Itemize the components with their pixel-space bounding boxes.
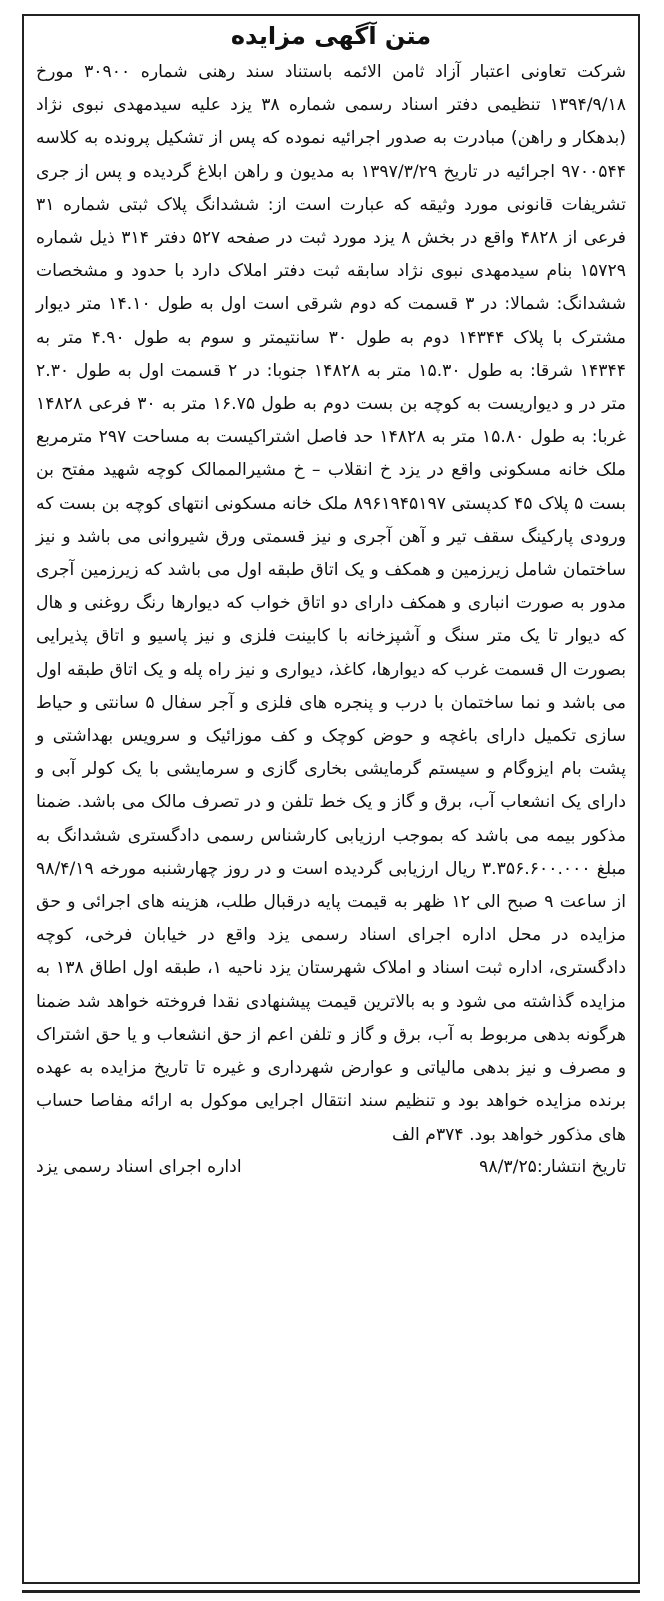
stamp-number: ۳۷۴م الف <box>392 1124 464 1145</box>
notice-footer <box>36 1152 626 1182</box>
notice-body-text: شرکت تعاونی اعتبار آزاد ثامن الائمه باستناد سند رهنی شماره ۳۰۹۰۰ مورخ ۱۳۹۴/۹/۱۸ تنظیمی دفتر اسناد رسمی شماره ۳۸ یزد علیه سیدمهدی نبوی نژاد (بدهکار و راهن) مبادرت به صدور اجرائیه نموده که پس از تشکیل پرونده به کلاسه ۹۷۰۰۵۴۴ اجرائیه در تاریخ ۱۳۹۷/۳/۲۹ به مدیون و راهن ابلاغ گردیده و پس از جری تشریفات قانونی مورد وثیقه که عبارت است از: ششدانگ پلاک ثبتی شماره ۳۱ فرعی از ۴۸۲۸ واقع در بخش ۸ یزد مورد ثبت در صفحه ۵۲۷ دفتر ۳۱۴ ذیل شماره ۱۵۷۲۹ بنام سیدمهدی نبوی نژاد سابقه ثبت دفتر املاک دارد با حدود و مشخصات ششدانگ: شمالا: در ۳ قسمت که دوم شرقی است اول به طول ۱۴.۱۰ متر دیوار مشترک با پلاک ۱۴۳۴۴ دوم به طول ۳۰ سانتیمتر و سوم به طول ۴.۹۰ متر به ۱۴۳۴۴ شرقا: به طول ۱۵.۳۰ متر به ۱۴۸۲۸ جنوبا: در ۲ قسمت اول به طول ۲.۳۰ متر در و دیواریست به کوچه بن بست دوم به طول ۱۶.۷۵ متر به ۳۰ فرعی ۱۴۸۲۸ غربا: به طول ۱۵.۸۰ متر به ۱۴۸۲۸ حد فاصل اشتراکیست به مساحت ۲۹۷ مترمربع ملک خانه مسکونی واقع در یزد خ انقلاب – خ مشیرالممالک کوچه شهید مفتح بن بست ۵ پلاک ۴۵ کدپستی ۸۹۶۱۹۴۵۱۹۷ ملک خانه مسکونی انتهای کوچه بن بست که ورودی پارکینگ سقف تیر و آهن آجری و نیز قسمتی ورق شیروانی می باشد و نیز ساختمان شامل زیرزمین و همکف و یک اتاق طبقه اول می باشد که زیرزمین آجری مدور به صورت انباری و همکف دارای دو اتاق خواب که دیوارها رنگ روغنی و هال که دیوار تا یک متر سنگ و آشپزخانه با کابینت فلزی و نیز پاسیو و اتاق پذیرایی بصورت ال قسمت غرب که دیوارها، کاغذ، دیواری و نیز راه پله و یک اتاق طبقه اول می باشد و نما ساختمان با درب و پنجره های فلزی و آجر سفال ۵ سانتی و حیاط سازی تکمیل دارای باغچه و حوض کوچک و کف موزائیک و سرویس بهداشتی و پشت بام ایزوگام و سیستم گرمایشی بخاری گازی و سرمایشی با یک کولر آبی و دارای یک انشعاب آب، برق و گاز و یک خط تلفن و در تصرف مالک می باشد. ضمنا مذکور بیمه می باشد که بموجب ارزیابی کارشناس رسمی دادگستری ششدانگ به مبلغ ۳.۳۵۶.۶۰۰.۰۰۰ ریال ارزیابی گردیده است و در روز چهارشنبه مورخه ۹۸/۴/۱۹ از ساعت ۹ صبح الی ۱۲ ظهر به قیمت پایه درقبال طلب، هزینه های اجرائی و حق مزایده در محل اداره اجرای اسناد رسمی یزد واقع در خیابان فرخی، کوچه دادگستری، اداره ثبت اسناد و املاک شهرستان یزد ناحیه ۱، طبقه اول اطاق ۱۳۸ به مزایده گذاشته می شود و به بالاترین قیمت پیشنهادی نقدا فروخته خواهد شد ضمنا هرگونه بدهی مربوط به آب، برق و گاز و تلفن اعم از حق انشعاب و یا حق اشتراک و مصرف و نیز بدهی مالیاتی و عوارض شهرداری و غیره تا تاریخ مزایده به عهده برنده مزایده خواهد بود و تنظیم سند انتقال اجرایی موکول به ارائه مفاصا حساب های مذکور خواهد بود. <box>36 62 627 1145</box>
notice-title: متن آگهی مزایده <box>230 22 432 50</box>
notice-body <box>36 56 626 1152</box>
auction-notice <box>22 14 640 1584</box>
issuing-office: اداره اجرای اسناد رسمی یزد <box>36 1156 242 1177</box>
bottom-divider <box>22 1590 640 1593</box>
publish-date: تاریخ انتشار:۹۸/۳/۲۵ <box>479 1156 626 1177</box>
